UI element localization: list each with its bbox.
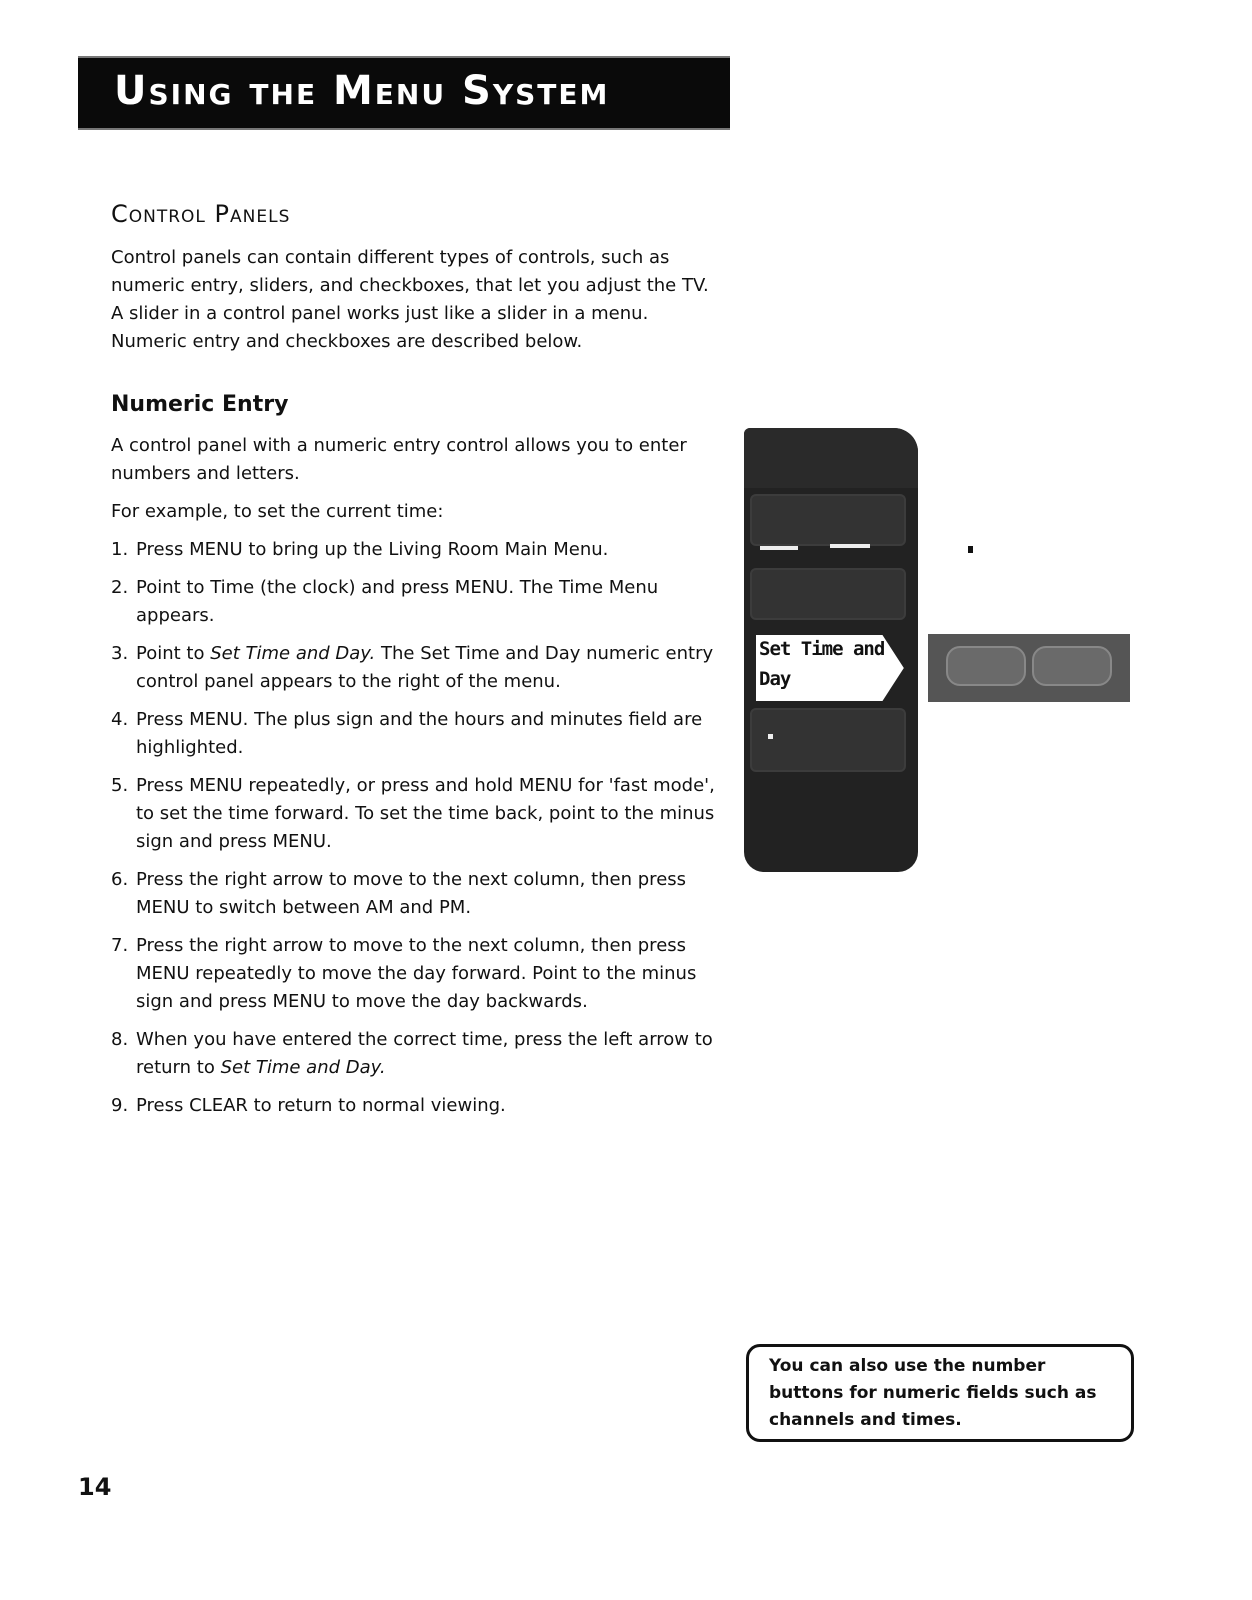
tv-menu-line	[830, 544, 870, 548]
tip-box	[746, 1344, 1134, 1442]
example-paragraph: For example, to set the current time:	[111, 501, 444, 522]
numeric-field	[1032, 646, 1112, 686]
step-item: 9. Press CLEAR to return to normal viewing.	[111, 1095, 506, 1116]
tv-menu-slot	[750, 708, 906, 772]
steps-list	[111, 536, 721, 1130]
step-item: 7. Press the right arrow to move to the next column, then press MENU repeatedly to move the day forward. Point to the minus sign and press MENU to move the day backwards.	[111, 935, 697, 1012]
highlight-label-line2: Day	[759, 668, 791, 690]
tip-text: You can also use the number buttons for numeric fields such as channels and times.	[769, 1356, 1097, 1430]
step-item: 6. Press the right arrow to move to the next column, then press MENU to switch between AM and PM.	[111, 869, 687, 918]
step-item: 1. Press MENU to bring up the Living Room Main Menu.	[111, 539, 609, 560]
section-intro: Control panels can contain different types of controls, such as numeric entry, sliders, and checkboxes, that let you adjust the TV. A slider in a control panel works just like a slider in a menu. Numeric entry and checkboxes are described below.	[111, 247, 709, 352]
highlight-label-line1: Set Time and	[759, 638, 885, 660]
tv-menu-slot	[750, 494, 906, 546]
step-item: 2. Point to Time (the clock) and press MENU. The Time Menu appears.	[111, 577, 659, 626]
page-title-bar	[78, 56, 730, 130]
numeric-field	[946, 646, 1026, 686]
tv-menu-top	[744, 428, 918, 488]
step-item: 8. When you have entered the correct time, press the left arrow to return to Set Time and Day.	[111, 1029, 713, 1078]
numeric-entry-heading: Numeric Entry	[111, 392, 289, 417]
step-item: 3. Point to Set Time and Day. The Set Time and Day numeric entry control panel appears to the right of the menu.	[111, 643, 714, 692]
bullet-dot	[968, 546, 973, 553]
tv-menu-highlighted-item	[755, 634, 905, 702]
tv-menu-marker	[768, 734, 773, 739]
numeric-entry-panel	[928, 634, 1130, 702]
page-number: 14	[78, 1473, 112, 1501]
step-item: 5. Press MENU repeatedly, or press and hold MENU for 'fast mode', to set the time forward. To set the time back, point to the minus sign and press MENU.	[111, 775, 715, 852]
numeric-entry-paragraph: A control panel with a numeric entry control allows you to enter numbers and letters.	[111, 435, 687, 484]
tv-menu-slot	[750, 568, 906, 620]
step-item: 4. Press MENU. The plus sign and the hours and minutes field are highlighted.	[111, 709, 703, 758]
section-heading: Control Panels	[111, 200, 291, 228]
page-title: Using the Menu System	[114, 68, 610, 114]
tv-menu-line	[760, 546, 798, 550]
